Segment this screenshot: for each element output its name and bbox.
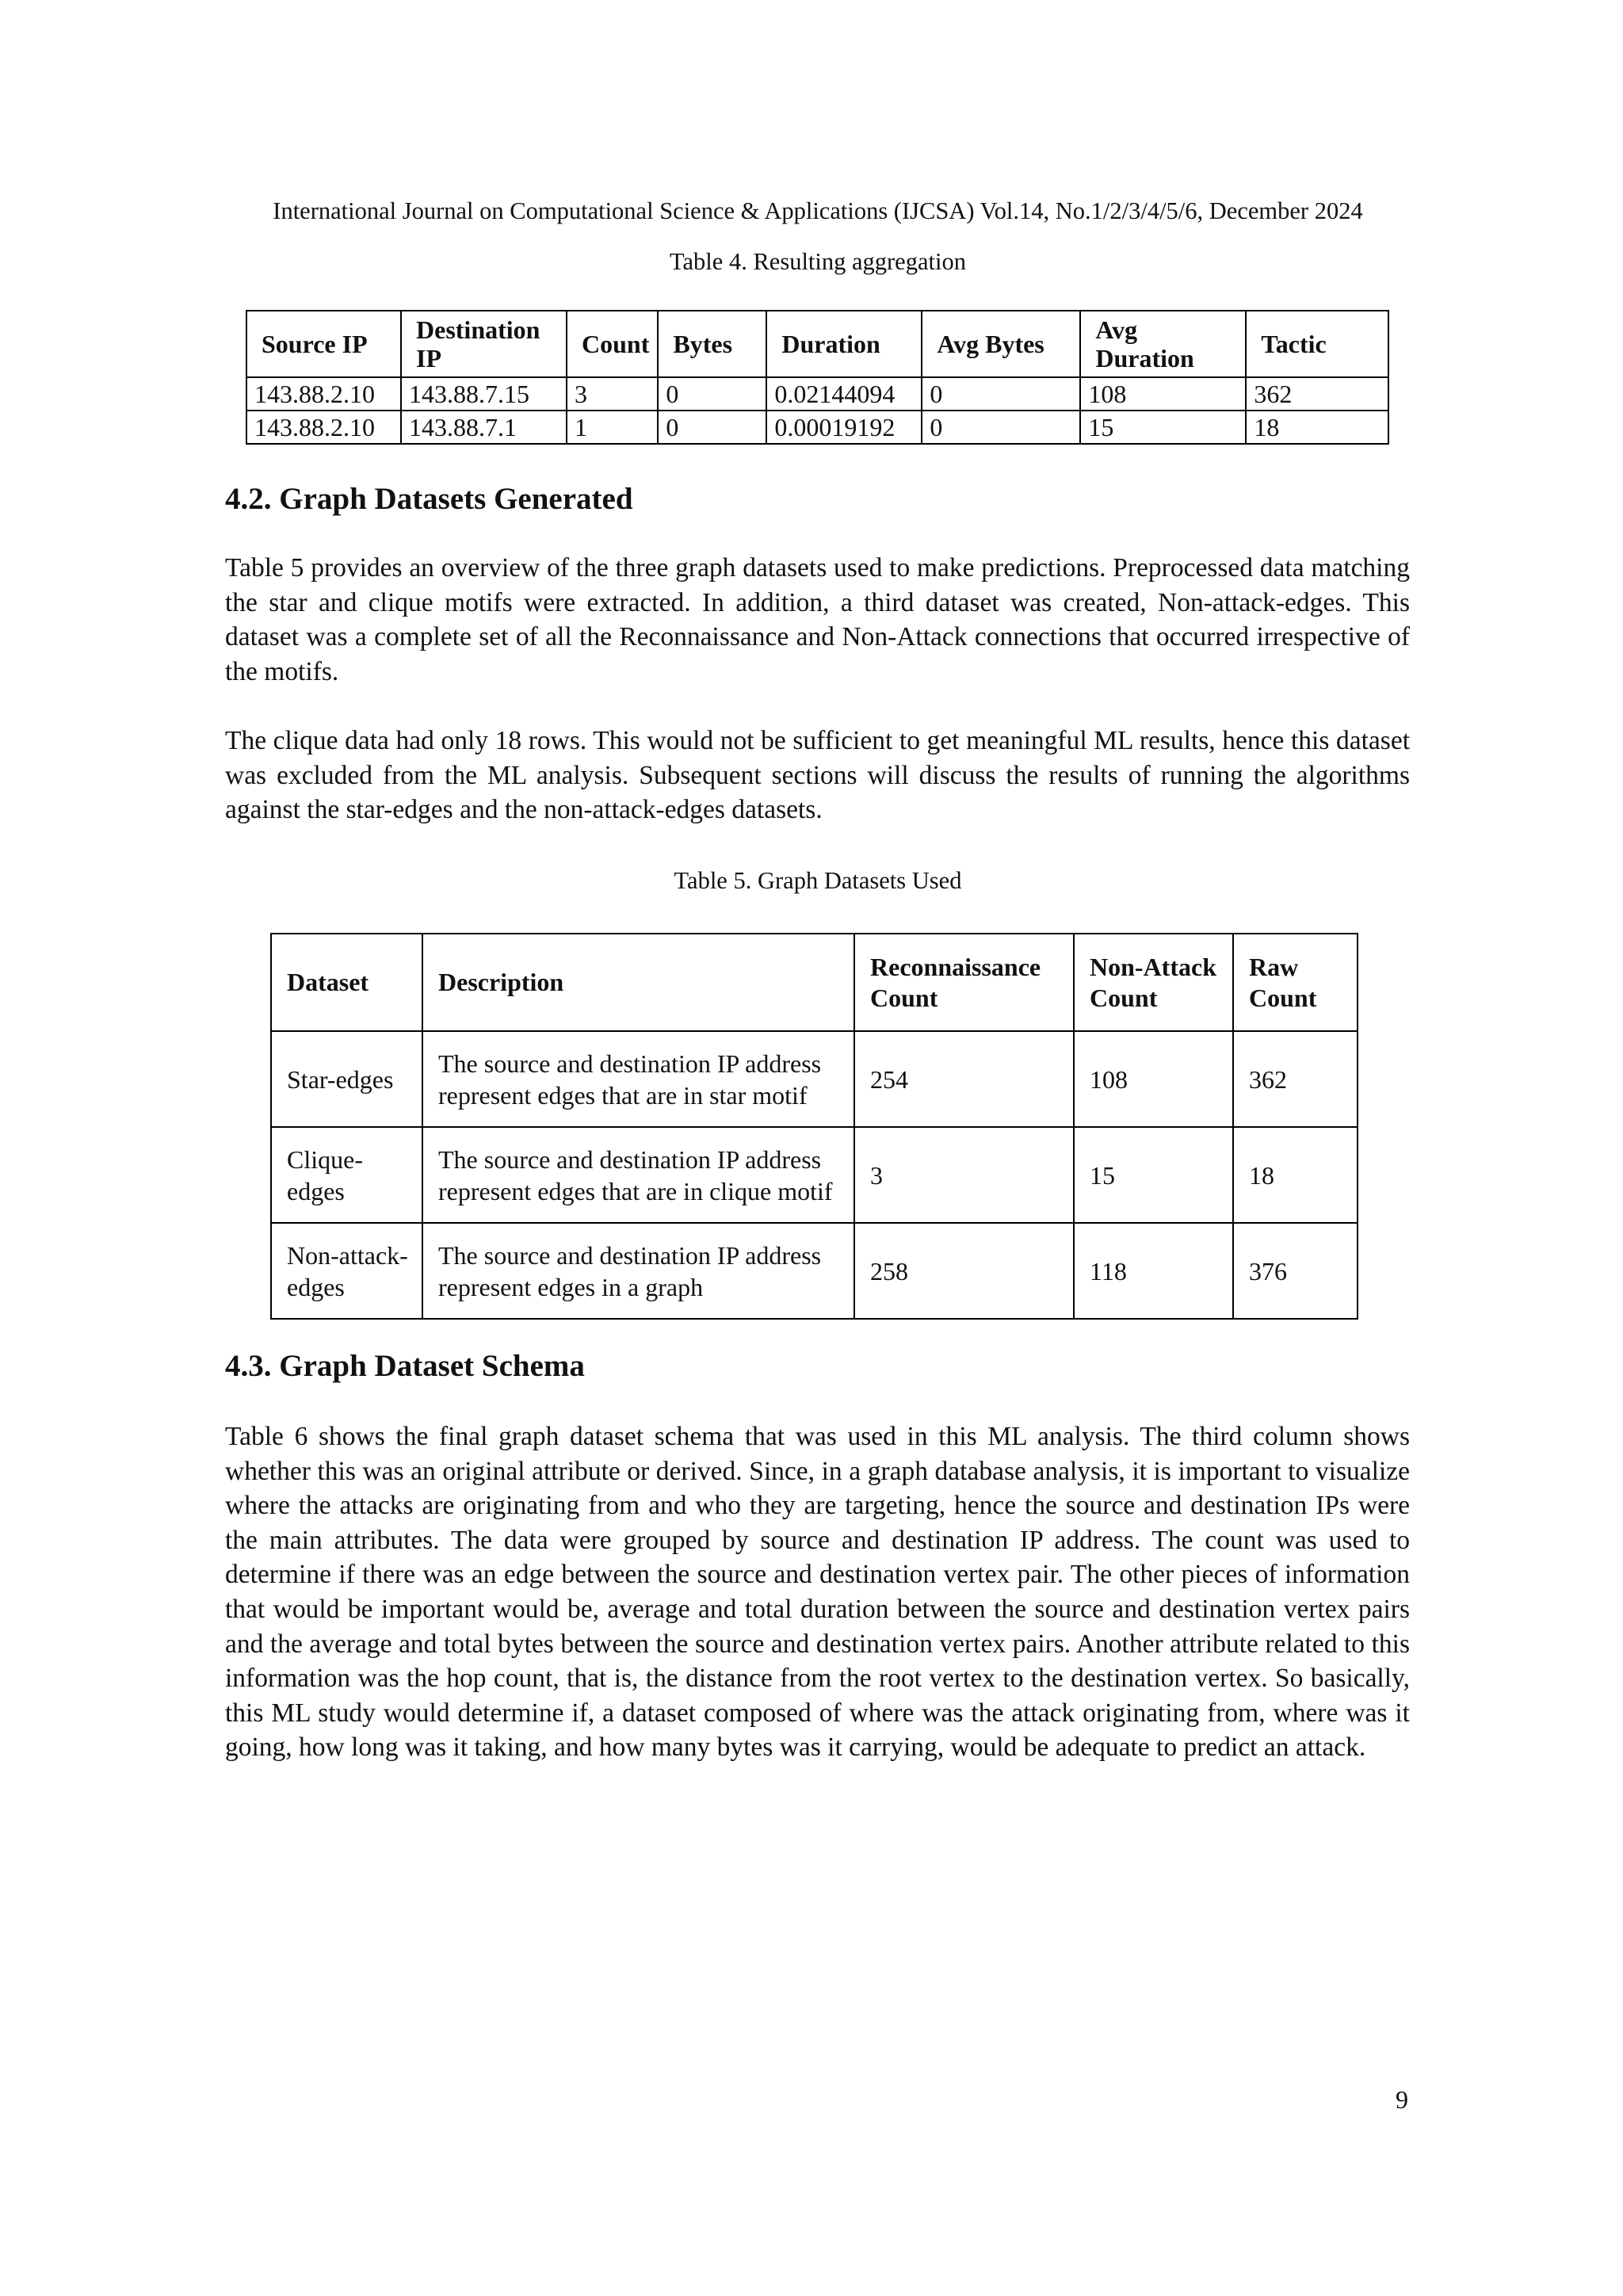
table-cell: 3 bbox=[854, 1127, 1074, 1223]
table-cell: 376 bbox=[1233, 1223, 1358, 1319]
table-cell: 1 bbox=[567, 411, 658, 444]
table-cell: 108 bbox=[1074, 1031, 1233, 1127]
table-row bbox=[246, 411, 1388, 444]
paragraph: Table 5 provides an overview of the three graph datasets used to make predictions. Preprocessed data matching the star and clique motifs were extracted. In addition, a third dataset was created, Non-attack-edges. This dataset was a complete set of all the Reconnaissance and Non-Attack connections that occurred irrespective of the motifs. bbox=[225, 553, 1410, 686]
table-row bbox=[271, 1031, 1358, 1127]
table-4 bbox=[246, 310, 1389, 445]
column-header: Avg Duration bbox=[1080, 311, 1246, 377]
table-cell: 143.88.2.10 bbox=[246, 411, 401, 444]
column-header: Description bbox=[422, 934, 854, 1031]
section-heading-4-3: 4.3. Graph Dataset Schema bbox=[225, 1349, 585, 1383]
table-cell: 143.88.2.10 bbox=[246, 377, 401, 411]
table-cell: 254 bbox=[854, 1031, 1074, 1127]
table-row bbox=[271, 1223, 1358, 1319]
table-cell: 0 bbox=[922, 411, 1080, 444]
table-5-caption: Table 5. Graph Datasets Used bbox=[674, 867, 962, 894]
column-header: Duration bbox=[766, 311, 922, 377]
table-cell: 3 bbox=[567, 377, 658, 411]
column-header: Avg Bytes bbox=[922, 311, 1080, 377]
table-cell: 362 bbox=[1233, 1031, 1358, 1127]
table-cell: 0 bbox=[658, 411, 766, 444]
section-heading-4-2: 4.2. Graph Datasets Generated bbox=[225, 482, 633, 516]
table-cell: 0.00019192 bbox=[766, 411, 922, 444]
table-cell: The source and destination IP address represent edges that are in star motif bbox=[422, 1031, 854, 1127]
paragraph: The clique data had only 18 rows. This would not be sufficient to get meaningful ML results, hence this dataset was excluded from the ML analysis. Subsequent sections will discuss the results of running the algorithms against the star-edges and the non-attack-edges datasets. bbox=[225, 726, 1410, 825]
table-4-caption: Table 4. Resulting aggregation bbox=[670, 248, 966, 275]
table-cell: 18 bbox=[1233, 1127, 1358, 1223]
page-number: 9 bbox=[1396, 2085, 1408, 2114]
table-cell: 0 bbox=[658, 377, 766, 411]
column-header: Dataset bbox=[271, 934, 422, 1031]
column-header: Count bbox=[567, 311, 658, 377]
table-cell: 108 bbox=[1080, 377, 1246, 411]
table-row bbox=[271, 1127, 1358, 1223]
paragraph: Table 6 shows the final graph dataset schema that was used in this ML analysis. The third column shows whether this was an original attribute or derived. Since, in a graph database analysis, it is important to visualize where the attacks are originating from and who they are targeting, hence the source and destination IPs were the main attributes. The data were grouped by source and destination IP address. The count was used to determine if there was an edge between the source and destination vertex pair. The other pieces of information that would be important would be, average and total duration between the source and destination vertex pairs and the average and total bytes between the source and destination vertex pairs. Another attribute related to this information was the hop count, that is, the distance from the root vertex to the destination vertex. So basically, this ML study would determine if, a dataset composed of where was the attack originating from, where was it going, how long was it taking, and how many bytes was it carrying, would be adequate to predict an attack. bbox=[225, 1422, 1410, 1763]
column-header: Tactic bbox=[1246, 311, 1388, 377]
table-cell: 118 bbox=[1074, 1223, 1233, 1319]
table-cell: Star-edges bbox=[271, 1031, 422, 1127]
column-header: Bytes bbox=[658, 311, 766, 377]
running-header: International Journal on Computational Science & Applications (IJCSA) Vol.14, No.1/2/3/4/5/6, December 2024 bbox=[273, 197, 1363, 224]
column-header: Reconnaissance Count bbox=[854, 934, 1074, 1031]
table-cell: 362 bbox=[1246, 377, 1388, 411]
table-cell: 143.88.7.15 bbox=[401, 377, 567, 411]
table-cell: 258 bbox=[854, 1223, 1074, 1319]
table-5 bbox=[270, 933, 1358, 1320]
table-cell: 15 bbox=[1074, 1127, 1233, 1223]
column-header: Non-Attack Count bbox=[1074, 934, 1233, 1031]
column-header: Destination IP bbox=[401, 311, 567, 377]
table-cell: 0 bbox=[922, 377, 1080, 411]
table-row bbox=[246, 377, 1388, 411]
table-cell: The source and destination IP address represent edges in a graph bbox=[422, 1223, 854, 1319]
column-header: Raw Count bbox=[1233, 934, 1358, 1031]
column-header: Source IP bbox=[246, 311, 401, 377]
table-cell: The source and destination IP address represent edges that are in clique motif bbox=[422, 1127, 854, 1223]
table-cell: 18 bbox=[1246, 411, 1388, 444]
table-cell: 143.88.7.1 bbox=[401, 411, 567, 444]
table-cell: Non-attack-edges bbox=[271, 1223, 422, 1319]
table-cell: Clique-edges bbox=[271, 1127, 422, 1223]
table-cell: 15 bbox=[1080, 411, 1246, 444]
table-5-header-row bbox=[271, 934, 1358, 1031]
table-4-header-row bbox=[246, 311, 1388, 377]
table-cell: 0.02144094 bbox=[766, 377, 922, 411]
